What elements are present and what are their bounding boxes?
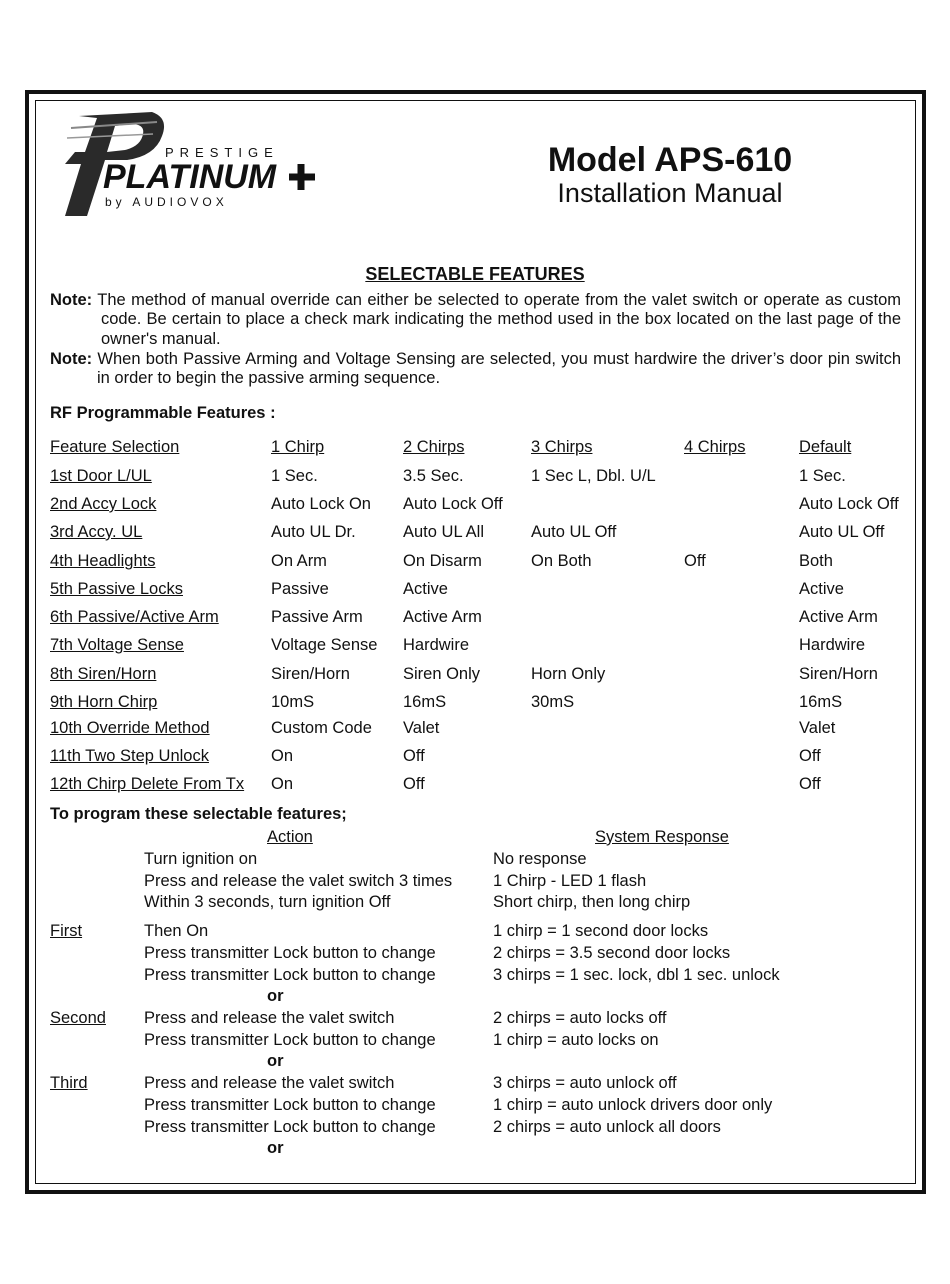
cell-one-chirp: Custom Code xyxy=(271,719,372,737)
cell-default: Active xyxy=(799,580,844,598)
cell-one-chirp: 10mS xyxy=(271,693,315,711)
action-text: Press transmitter Lock button to change xyxy=(144,1031,436,1049)
or-separator: or xyxy=(267,1139,284,1157)
cell-default: Hardwire xyxy=(799,636,866,654)
cell-three-chirps: Horn Only xyxy=(531,665,606,683)
action-text: Press and release the valet switch 3 times xyxy=(144,872,453,890)
feature-name: 10th Override Method xyxy=(50,719,210,737)
step-label: Second xyxy=(50,1009,106,1027)
manual-subtitle: Installation Manual xyxy=(557,178,783,208)
program-heading: To program these selectable features; xyxy=(50,805,347,823)
cell-default: Auto UL Off xyxy=(799,523,885,541)
cell-one-chirp: Siren/Horn xyxy=(271,665,350,683)
response-text: 1 chirp = auto unlock drivers door only xyxy=(493,1096,773,1114)
action-text: Press transmitter Lock button to change xyxy=(144,1096,436,1114)
cell-two-chirps: Auto UL All xyxy=(403,523,485,541)
cell-default: 1 Sec. xyxy=(799,467,846,485)
action-header: Action xyxy=(267,828,313,846)
action-text: Turn ignition on xyxy=(144,850,258,868)
platinum-logo xyxy=(57,108,327,220)
cell-one-chirp: 1 Sec. xyxy=(271,467,318,485)
cell-one-chirp: Passive xyxy=(271,580,329,598)
cell-three-chirps: On Both xyxy=(531,552,592,570)
header-feature-selection: Feature Selection xyxy=(50,438,180,456)
cell-default: Active Arm xyxy=(799,608,878,626)
response-text: 3 chirps = 1 sec. lock, dbl 1 sec. unlock xyxy=(493,966,780,984)
response-text: Short chirp, then long chirp xyxy=(493,893,691,911)
action-text: Press and release the valet switch xyxy=(144,1009,395,1027)
cell-two-chirps: 3.5 Sec. xyxy=(403,467,464,485)
note-override xyxy=(50,291,901,349)
cell-four-chirps: Off xyxy=(684,552,706,570)
cell-default: Valet xyxy=(799,719,836,737)
cell-two-chirps: Off xyxy=(403,747,425,765)
note-text: When both Passive Arming and Voltage Sensing are selected, you must hardwire the driver’s door pin switch in order to begin the passive arming sequence. xyxy=(92,350,901,388)
or-separator: or xyxy=(267,1052,284,1070)
cell-one-chirp: Voltage Sense xyxy=(271,636,378,654)
step-label: First xyxy=(50,922,83,940)
logo-platinum-text: PLATINUM xyxy=(103,158,277,196)
note-label: Note: xyxy=(50,350,93,368)
feature-name: 2nd Accy Lock xyxy=(50,495,157,513)
feature-name: 3rd Accy. UL xyxy=(50,523,143,541)
response-text: No response xyxy=(493,850,587,868)
cell-two-chirps: Siren Only xyxy=(403,665,481,683)
rf-features-heading: RF Programmable Features : xyxy=(50,404,276,422)
cell-default: Off xyxy=(799,747,821,765)
cell-default: Auto Lock Off xyxy=(799,495,899,513)
cell-default: Both xyxy=(799,552,833,570)
cell-one-chirp: On xyxy=(271,747,294,765)
feature-name: 8th Siren/Horn xyxy=(50,665,157,683)
feature-name: 6th Passive/Active Arm xyxy=(50,608,219,626)
feature-name: 7th Voltage Sense xyxy=(50,636,184,654)
cell-default: Off xyxy=(799,775,821,793)
note-label: Note: xyxy=(50,291,93,309)
cell-one-chirp: On xyxy=(271,775,294,793)
action-text: Press transmitter Lock button to change xyxy=(144,966,436,984)
cell-one-chirp: On Arm xyxy=(271,552,327,570)
cell-default: Siren/Horn xyxy=(799,665,878,683)
response-text: 2 chirps = 3.5 second door locks xyxy=(493,944,731,962)
or-separator: or xyxy=(267,987,284,1005)
note-text: The method of manual override can either be selected to operate from the valet switch or operate as custom code. Be certain to place a check mark indicating the method used in the box located on the last page of the owner's manual. xyxy=(92,291,901,348)
cell-one-chirp: Passive Arm xyxy=(271,608,363,626)
action-text: Press transmitter Lock button to change xyxy=(144,1118,436,1136)
response-text: 1 chirp = auto locks on xyxy=(493,1031,659,1049)
step-label: Third xyxy=(50,1074,88,1092)
cell-two-chirps: Active Arm xyxy=(403,608,482,626)
feature-name: 5th Passive Locks xyxy=(50,580,183,598)
model-title: Model APS-610 xyxy=(547,141,793,179)
response-text: 3 chirps = auto unlock off xyxy=(493,1074,677,1092)
feature-name: 9th Horn Chirp xyxy=(50,693,158,711)
action-text: Within 3 seconds, turn ignition Off xyxy=(144,893,391,911)
feature-name: 12th Chirp Delete From Tx xyxy=(50,775,245,793)
header-one-chirp: 1 Chirp xyxy=(271,438,325,456)
cell-two-chirps: Hardwire xyxy=(403,636,470,654)
note-passive-arming xyxy=(50,350,901,389)
header-two-chirps: 2 Chirps xyxy=(403,438,465,456)
cell-one-chirp: Auto UL Dr. xyxy=(271,523,356,541)
header-default: Default xyxy=(799,438,852,456)
action-text: Then On xyxy=(144,922,209,940)
cell-two-chirps: 16mS xyxy=(403,693,447,711)
cell-three-chirps: 30mS xyxy=(531,693,575,711)
response-text: 1 Chirp - LED 1 flash xyxy=(493,872,647,890)
response-text: 1 chirp = 1 second door locks xyxy=(493,922,709,940)
action-text: Press and release the valet switch xyxy=(144,1074,395,1092)
logo-audiovox-text: by AUDIOVOX xyxy=(105,195,228,209)
cell-three-chirps: Auto UL Off xyxy=(531,523,617,541)
response-text: 2 chirps = auto locks off xyxy=(493,1009,667,1027)
cell-one-chirp: Auto Lock On xyxy=(271,495,371,513)
logo-prestige-text: PRESTIGE xyxy=(165,145,279,160)
cell-two-chirps: Valet xyxy=(403,719,440,737)
cell-two-chirps: Off xyxy=(403,775,425,793)
feature-name: 11th Two Step Unlock xyxy=(50,747,209,765)
feature-name: 1st Door L/UL xyxy=(50,467,152,485)
cell-default: 16mS xyxy=(799,693,843,711)
cell-three-chirps: 1 Sec L, Dbl. U/L xyxy=(531,467,656,485)
feature-name: 4th Headlights xyxy=(50,552,156,570)
header-four-chirps: 4 Chirps xyxy=(684,438,746,456)
header-three-chirps: 3 Chirps xyxy=(531,438,593,456)
response-text: 2 chirps = auto unlock all doors xyxy=(493,1118,721,1136)
cell-two-chirps: On Disarm xyxy=(403,552,482,570)
cell-two-chirps: Auto Lock Off xyxy=(403,495,503,513)
response-header: System Response xyxy=(595,828,729,846)
cell-two-chirps: Active xyxy=(403,580,448,598)
action-text: Press transmitter Lock button to change xyxy=(144,944,436,962)
section-heading: SELECTABLE FEATURES xyxy=(365,264,585,284)
